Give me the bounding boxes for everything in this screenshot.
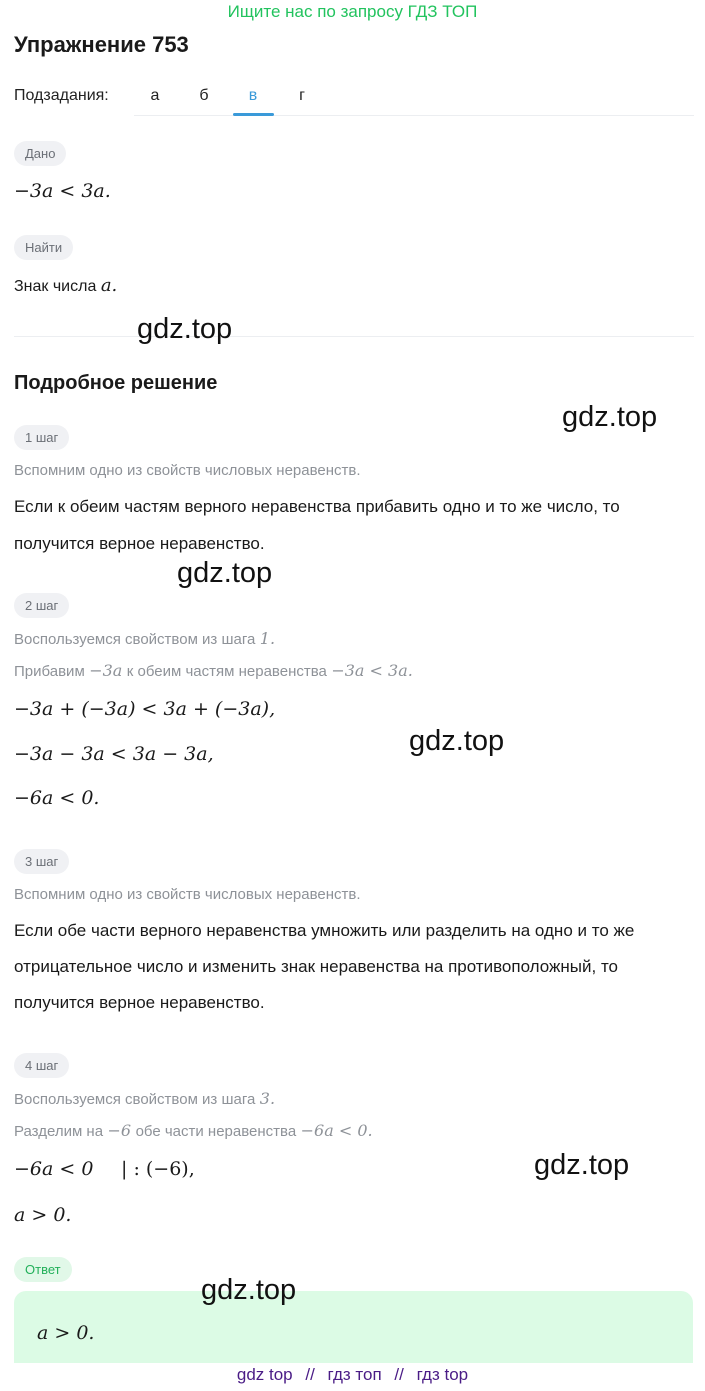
step-4-hint-2-math-b: −6a < 0. xyxy=(300,1121,373,1140)
tab-g[interactable]: г xyxy=(299,87,305,104)
given-math: −3a < 3a. xyxy=(14,180,111,202)
watermark: gdz.top xyxy=(409,725,505,757)
watermark: gdz.top xyxy=(201,1274,297,1306)
page-title: Упражнение 753 xyxy=(14,32,189,57)
step-4-hint-2 xyxy=(14,1121,373,1141)
step-2-hint-2 xyxy=(14,661,413,681)
step-2-pill: 2 шаг xyxy=(14,593,69,618)
footer-separator: // xyxy=(305,1365,315,1384)
step-2-hint-2-math-b: −3a < 3a. xyxy=(331,661,413,680)
step-4-hint-2-text-a: Разделим на xyxy=(14,1123,104,1140)
subtasks-label: Подзадания: xyxy=(14,87,109,104)
step-3-line: получится верное неравенство. xyxy=(14,993,265,1012)
watermark: gdz.top xyxy=(562,401,658,433)
find-row xyxy=(14,275,117,296)
answer-math: a > 0. xyxy=(37,1322,95,1344)
step-4-math-line: a > 0. xyxy=(14,1204,72,1226)
step-2-math-line: −3a + (−3a) < 3a + (−3a), xyxy=(14,698,276,720)
watermark: gdz.top xyxy=(177,557,273,589)
tabs-divider xyxy=(134,115,694,116)
step-3-line: отрицательное число и изменить знак неравенства на противоположный, то xyxy=(14,957,619,976)
step-3-pill: 3 шаг xyxy=(14,849,69,874)
step-2-hint-1-text: Воспользуемся свойством из шага xyxy=(14,631,256,648)
solution-heading: Подробное решение xyxy=(14,372,218,394)
footer-links xyxy=(0,1365,705,1385)
step-1-line: получится верное неравенство. xyxy=(14,534,265,553)
find-pill: Найти xyxy=(14,235,73,260)
step-1-pill: 1 шаг xyxy=(14,425,69,450)
step-4-math-divisor: | : (−6), xyxy=(121,1158,195,1180)
step-3-hint: Вспомним одно из свойств числовых неравенств. xyxy=(14,886,361,903)
step-3-line: Если обе части верного неравенства умножить или разделить на одно и то же xyxy=(14,921,635,940)
tab-v-active[interactable]: в xyxy=(248,87,258,104)
tab-a[interactable]: а xyxy=(150,87,160,104)
step-4-hint-1-text: Воспользуемся свойством из шага xyxy=(14,1091,256,1108)
footer-link[interactable]: gdz top xyxy=(236,1365,293,1384)
given-pill: Дано xyxy=(14,141,66,166)
step-1-hint: Вспомним одно из свойств числовых неравенств. xyxy=(14,462,361,479)
step-4-hint-2-text-b: обе части неравенства xyxy=(135,1123,297,1140)
find-math: a. xyxy=(100,275,118,296)
footer-link[interactable]: гдз top xyxy=(416,1365,469,1384)
step-2-hint-2-text-b: к обеим частям неравенства xyxy=(126,663,327,680)
step-4-pill: 4 шаг xyxy=(14,1053,69,1078)
step-2-hint-2-text-a: Прибавим xyxy=(14,663,85,680)
step-2-hint-1-math: 1. xyxy=(259,629,276,648)
answer-pill: Ответ xyxy=(14,1257,72,1282)
step-4-hint-1 xyxy=(14,1089,275,1109)
footer-separator: // xyxy=(394,1365,404,1384)
step-2-hint-2-math-a: −3a xyxy=(89,661,123,680)
answer-box xyxy=(14,1291,693,1363)
step-2-math-line: −3a − 3a < 3a − 3a, xyxy=(14,743,214,765)
watermark: gdz.top xyxy=(137,313,233,345)
active-tab-indicator xyxy=(233,113,274,116)
section-divider xyxy=(14,336,694,337)
step-4-hint-1-math: 3. xyxy=(259,1089,276,1108)
watermark: gdz.top xyxy=(534,1149,630,1181)
step-2-math-line: −6a < 0. xyxy=(14,787,100,809)
find-text: Знак числа xyxy=(14,278,97,295)
step-4-math-line: −6a < 0 xyxy=(14,1158,94,1180)
promo-banner[interactable]: Ищите нас по запросу ГДЗ ТОП xyxy=(227,2,478,21)
step-2-hint-1 xyxy=(14,629,275,649)
step-1-line: Если к обеим частям верного неравенства прибавить одно и то же число, то xyxy=(14,497,620,516)
step-4-hint-2-math-a: −6 xyxy=(107,1121,132,1140)
tab-b[interactable]: б xyxy=(199,87,209,104)
footer-link[interactable]: гдз топ xyxy=(327,1365,382,1384)
